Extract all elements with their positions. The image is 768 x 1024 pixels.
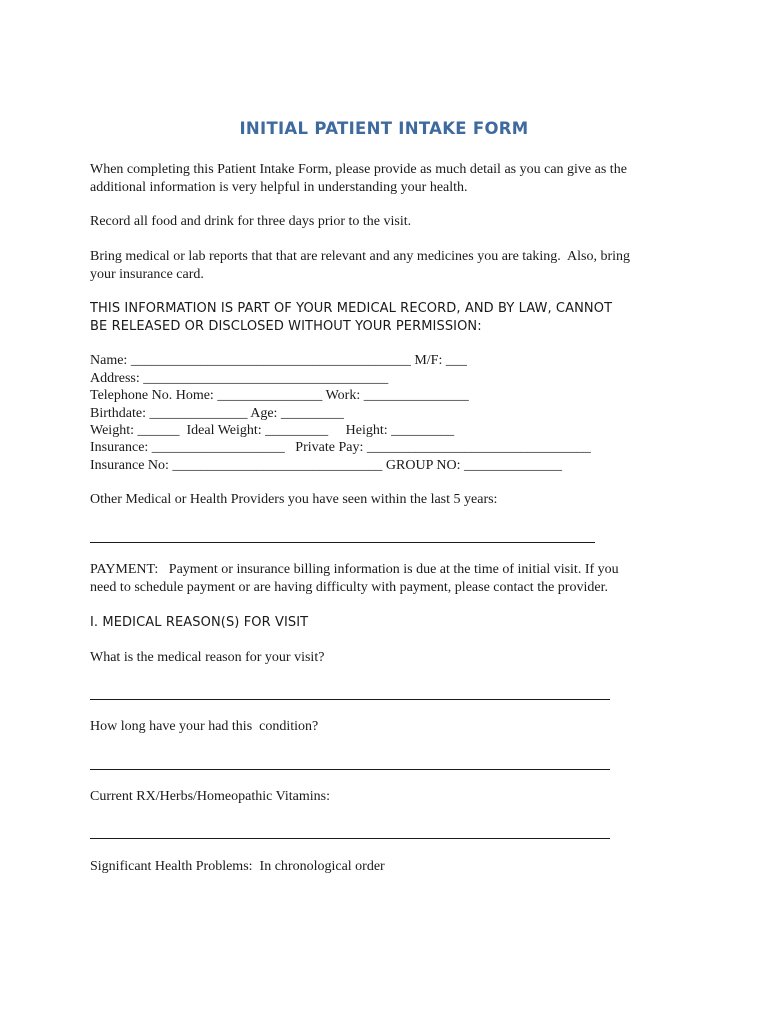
birthdate-field[interactable]: Birthdate: ______________ Age: _________ [90, 406, 344, 421]
bring-reports-line-2: your insurance card. [90, 267, 204, 282]
weight-field[interactable]: Weight: ______ Ideal Weight: _________ Height: _________ [90, 423, 455, 438]
question-medical-reason: What is the medical reason for your visit? [90, 650, 325, 665]
payment-line-2: need to schedule payment or are having difficulty with payment, please contact the provider. [90, 580, 608, 595]
insurance-field[interactable]: Insurance: ___________________ Private Pay: ________________________________ [90, 440, 591, 455]
privacy-notice-line-1: THIS INFORMATION IS PART OF YOUR MEDICAL RECORD, AND BY LAW, CANNOT [90, 301, 613, 316]
other-providers-answer-line[interactable] [90, 542, 595, 543]
question-current-rx: Current RX/Herbs/Homeopathic Vitamins: [90, 789, 330, 804]
telephone-field[interactable]: Telephone No. Home: _______________ Work: _______________ [90, 388, 469, 403]
record-food-instruction: Record all food and drink for three days prior to the visit. [90, 214, 412, 229]
name-field[interactable]: Name: ________________________________________ M/F: ___ [90, 353, 467, 368]
condition-duration-answer-line[interactable] [90, 769, 610, 770]
question-condition-duration: How long have your had this condition? [90, 719, 319, 734]
other-providers-label: Other Medical or Health Providers you have seen within the last 5 years: [90, 492, 498, 507]
section-heading-medical-reasons: I. MEDICAL REASON(S) FOR VISIT [90, 615, 309, 630]
medical-reason-answer-line[interactable] [90, 699, 610, 700]
intro-line-2: additional information is very helpful in understanding your health. [90, 180, 468, 195]
current-rx-answer-line[interactable] [90, 838, 610, 839]
address-field[interactable]: Address: ___________________________________ [90, 371, 389, 386]
intro-line-1: When completing this Patient Intake Form, please provide as much detail as you can give as the [90, 162, 627, 177]
payment-line-1: PAYMENT: Payment or insurance billing information is due at the time of initial visit. If you [90, 562, 619, 577]
question-significant-health-problems: Significant Health Problems: In chronological order [90, 859, 385, 874]
bring-reports-line-1: Bring medical or lab reports that that are relevant and any medicines you are taking. Also, bring [90, 249, 630, 264]
insurance-no-field[interactable]: Insurance No: ______________________________ GROUP NO: ______________ [90, 458, 562, 473]
form-title: INITIAL PATIENT INTAKE FORM [239, 119, 529, 138]
privacy-notice-line-2: BE RELEASED OR DISCLOSED WITHOUT YOUR PERMISSION: [90, 319, 482, 334]
